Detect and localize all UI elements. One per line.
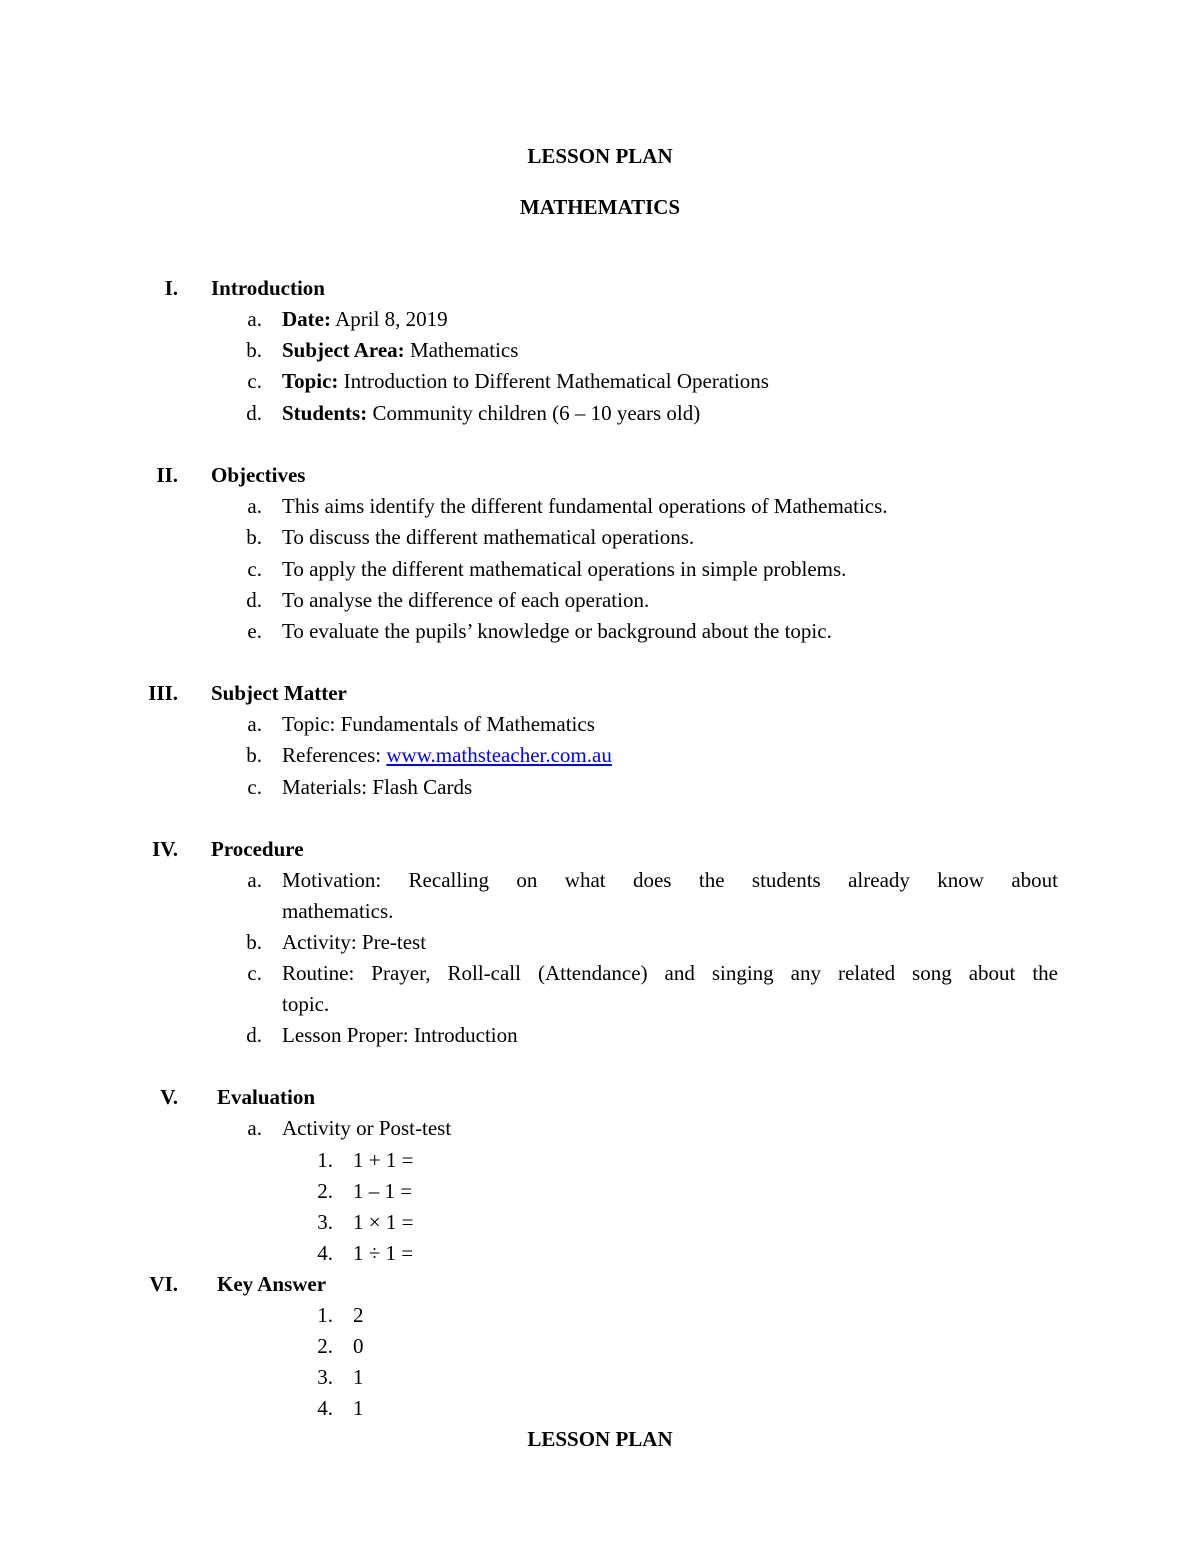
list-item — [282, 403, 700, 424]
footer-title: LESSON PLAN — [527, 1427, 673, 1451]
answer-text: 0 — [353, 1334, 364, 1358]
answer-number: 3. — [317, 1365, 333, 1389]
list-item: Lesson Proper: Introduction — [282, 1023, 518, 1047]
list-item-line: mathematics. — [282, 899, 394, 923]
list-letter: b. — [246, 525, 262, 549]
section-numeral-procedure: IV. — [152, 837, 178, 861]
list-item-line: Routine: Prayer, Roll-call (Attendance) and singing any related song about the — [282, 961, 1058, 985]
section-heading-subject-matter: Subject Matter — [211, 681, 347, 705]
list-item: Materials: Flash Cards — [282, 775, 473, 799]
list-item: Activity or Post-test — [282, 1116, 452, 1140]
list-letter: a. — [247, 307, 262, 331]
field-label: Students: — [282, 401, 368, 425]
section-heading-procedure: Procedure — [211, 837, 304, 861]
list-item: To evaluate the pupils’ knowledge or background about the topic. — [282, 619, 832, 643]
list-letter: a. — [247, 712, 262, 736]
question-number: 4. — [317, 1241, 333, 1265]
list-item: This aims identify the different fundamental operations of Mathematics. — [282, 494, 888, 518]
section-heading-key-answer: Key Answer — [217, 1272, 327, 1296]
question-number: 3. — [317, 1210, 333, 1234]
field-value: April 8, 2019 — [335, 307, 448, 331]
references-label: References: — [282, 743, 387, 767]
list-letter: c. — [247, 775, 262, 799]
field-label: Date: — [282, 307, 331, 331]
list-item: Activity: Pre-test — [282, 930, 427, 954]
list-letter: b. — [246, 743, 262, 767]
section-numeral-evaluation: V. — [160, 1085, 178, 1109]
list-item-line: topic. — [282, 992, 330, 1016]
section-heading-introduction: Introduction — [211, 276, 325, 300]
field-label: Subject Area: — [282, 338, 405, 362]
question-text: 1 × 1 = — [353, 1210, 414, 1234]
question-text: 1 ÷ 1 = — [353, 1241, 414, 1265]
list-letter: a. — [247, 868, 262, 892]
page-subtitle: MATHEMATICS — [519, 195, 681, 219]
list-letter: e. — [247, 619, 262, 643]
list-letter: b. — [246, 930, 262, 954]
list-item: To analyse the difference of each operation. — [282, 588, 650, 612]
section-numeral-subject-matter: III. — [148, 681, 178, 705]
list-item — [282, 309, 448, 330]
field-label: Topic: — [282, 369, 339, 393]
section-numeral-objectives: II. — [156, 463, 178, 487]
answer-text: 1 — [353, 1365, 364, 1389]
list-letter: b. — [246, 338, 262, 362]
section-numeral-key-answer: VI. — [149, 1272, 178, 1296]
list-letter: d. — [246, 401, 262, 425]
list-item — [282, 340, 518, 361]
section-heading-evaluation: Evaluation — [217, 1085, 316, 1109]
answer-number: 1. — [317, 1303, 333, 1327]
list-item — [282, 371, 769, 392]
list-letter: d. — [246, 588, 262, 612]
list-letter: a. — [247, 1116, 262, 1140]
list-item: To apply the different mathematical operations in simple problems. — [282, 557, 847, 581]
section-numeral-introduction: I. — [164, 276, 178, 300]
question-text: 1 + 1 = — [353, 1148, 414, 1172]
list-letter: c. — [247, 961, 262, 985]
question-text: 1 – 1 = — [353, 1179, 413, 1203]
list-item: To discuss the different mathematical operations. — [282, 525, 695, 549]
question-number: 1. — [317, 1148, 333, 1172]
answer-number: 4. — [317, 1396, 333, 1420]
list-letter: d. — [246, 1023, 262, 1047]
answer-text: 2 — [353, 1303, 364, 1327]
page-title: LESSON PLAN — [527, 144, 673, 168]
field-value: Community children (6 – 10 years old) — [372, 401, 701, 425]
answer-text: 1 — [353, 1396, 364, 1420]
field-value: Mathematics — [409, 338, 519, 362]
list-letter: c. — [247, 557, 262, 581]
list-item-line: Motivation: Recalling on what does the students already know about — [282, 868, 1058, 892]
list-item — [282, 745, 612, 766]
list-letter: a. — [247, 494, 262, 518]
answer-number: 2. — [317, 1334, 333, 1358]
list-item: Topic: Fundamentals of Mathematics — [282, 712, 595, 736]
section-heading-objectives: Objectives — [211, 463, 306, 487]
field-value: Introduction to Different Mathematical Operations — [343, 369, 769, 393]
question-number: 2. — [317, 1179, 333, 1203]
reference-link[interactable]: www.mathsteacher.com.au — [386, 743, 612, 767]
list-letter: c. — [247, 369, 262, 393]
